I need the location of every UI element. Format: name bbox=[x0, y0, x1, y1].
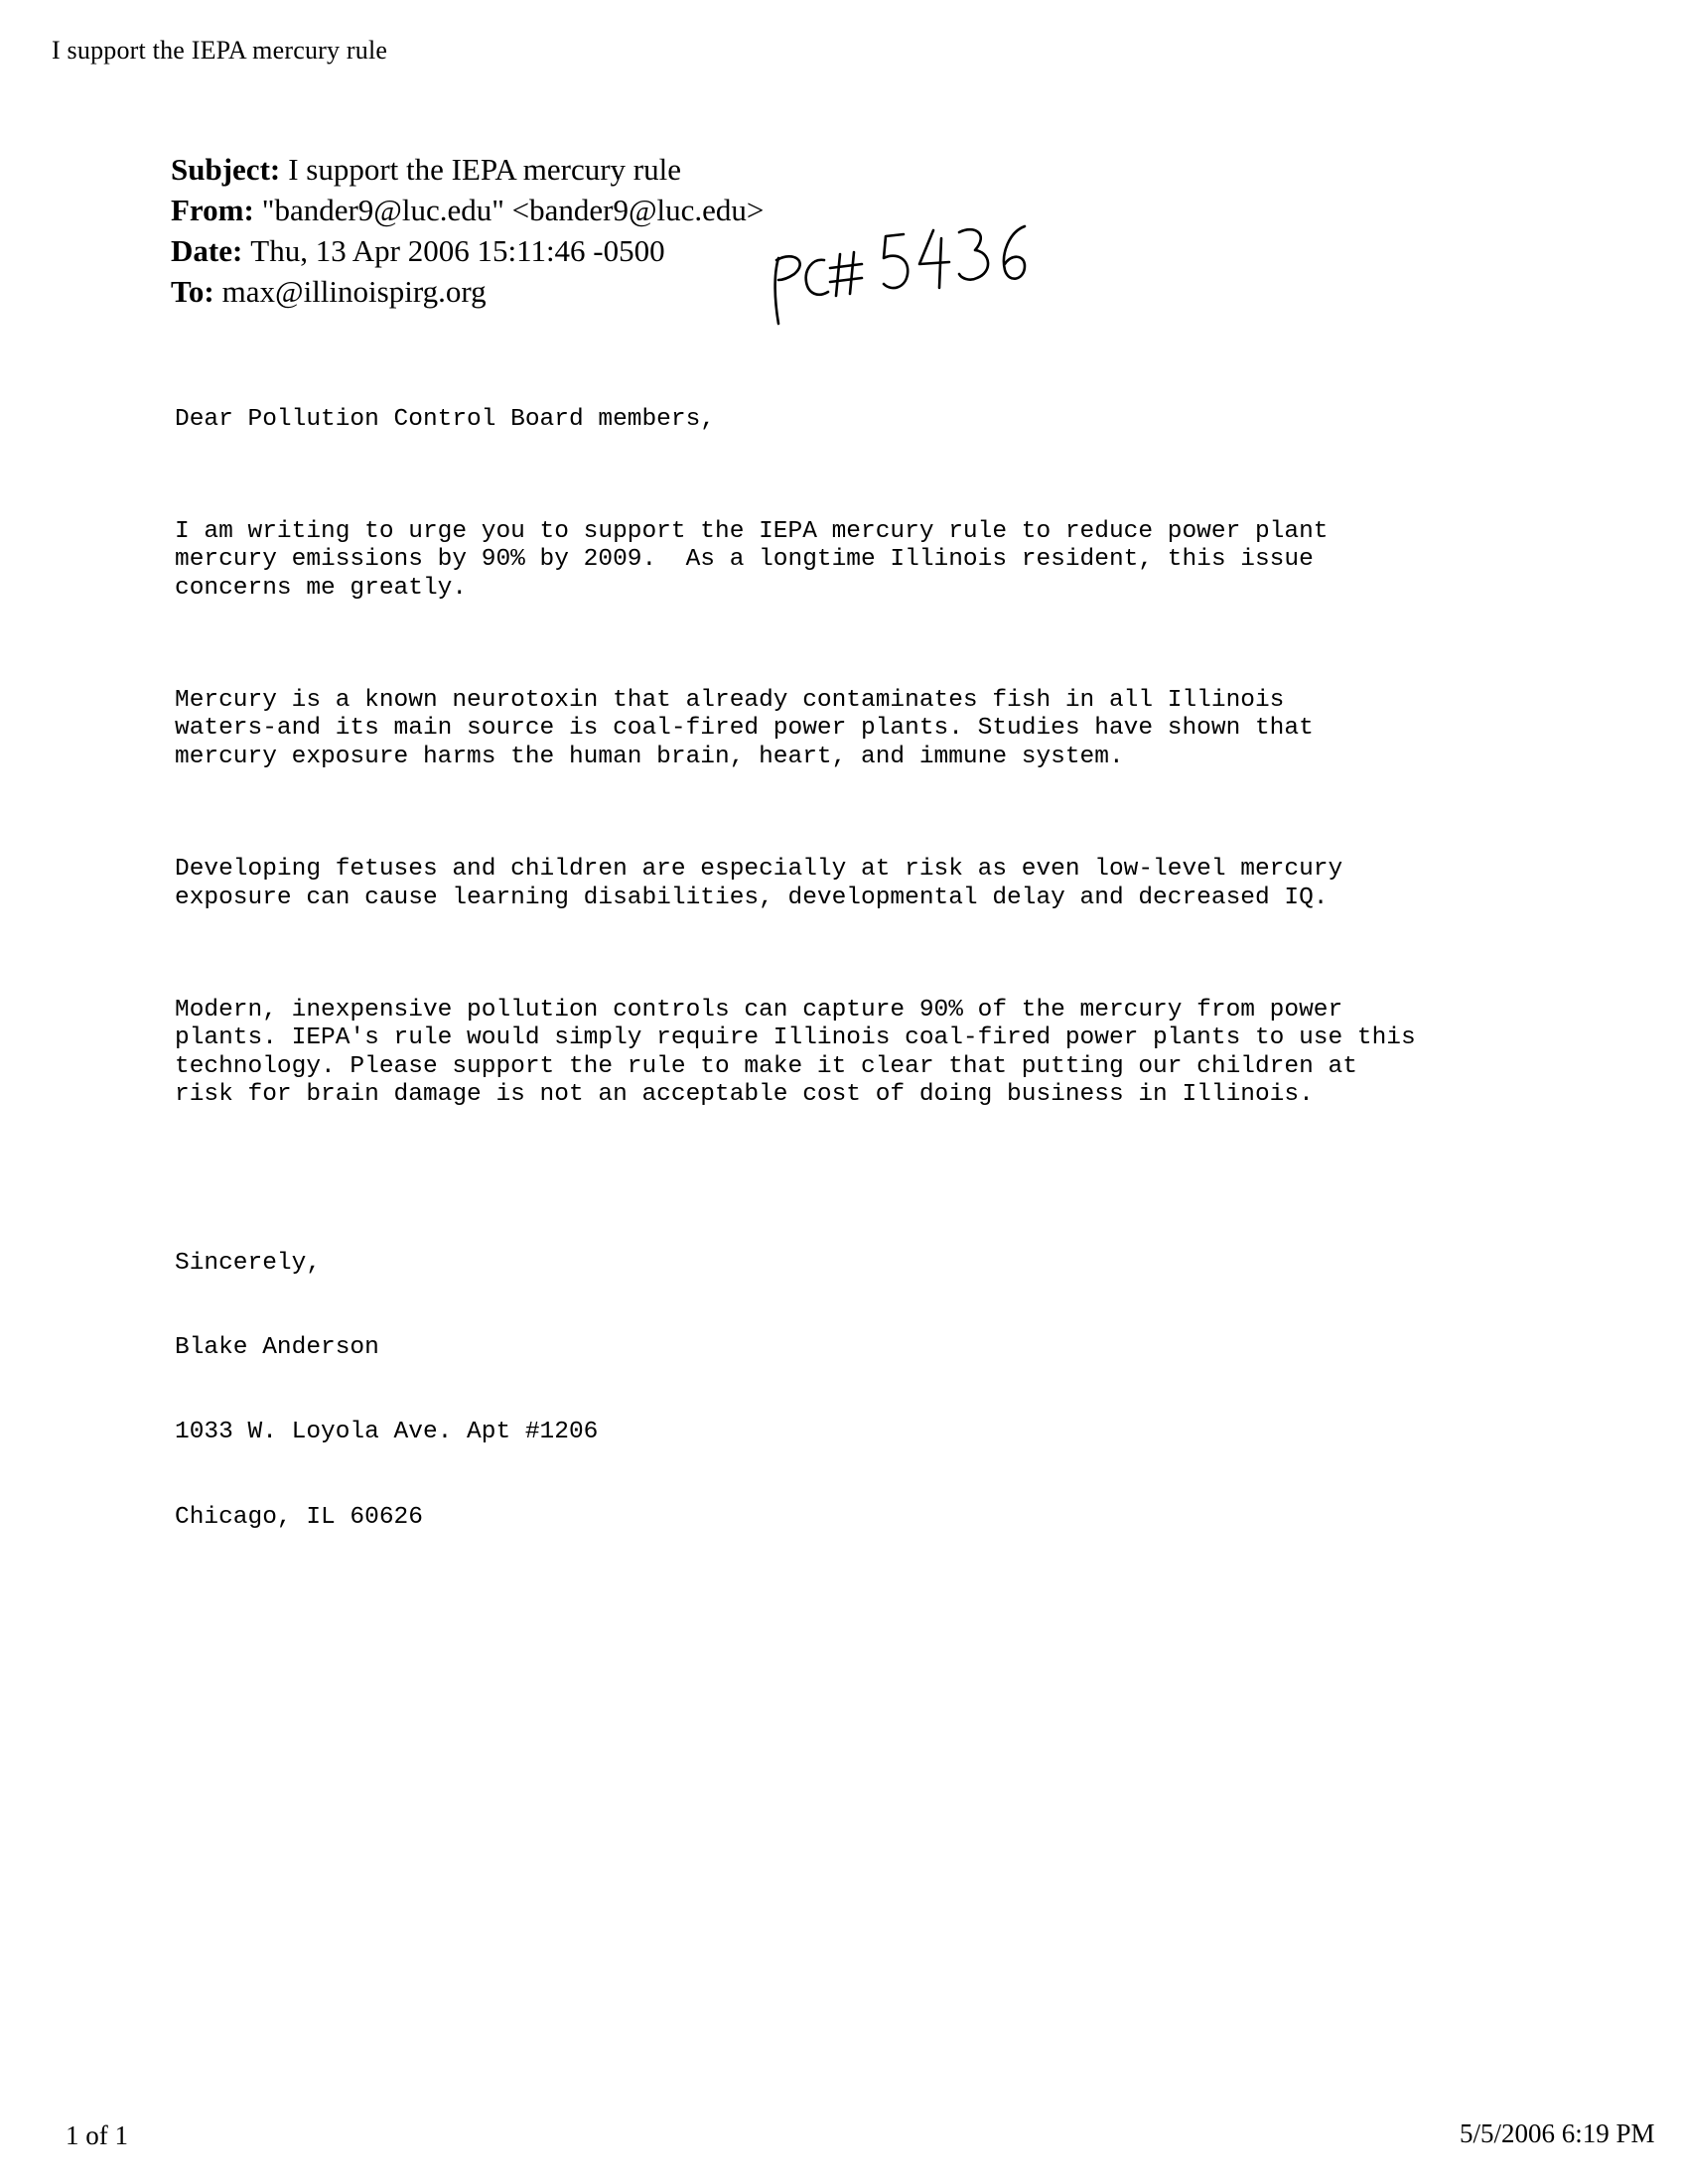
closing: Sincerely, bbox=[175, 1249, 322, 1277]
salutation: Dear Pollution Control Board members, bbox=[175, 405, 715, 433]
paragraph-4: Modern, inexpensive pollution controls can capture 90% of the mercury from power plants. IEPA's rule would simply require Illinois coal-fired power plants to use this technology. Please support the rule to make it clear that putting our children at risk for brain damage is not an acceptable cost of doing business in Illinois. bbox=[175, 996, 1416, 1108]
from-line bbox=[171, 190, 764, 230]
letter-body bbox=[175, 349, 1624, 1616]
address-line-1: 1033 W. Loyola Ave. Apt #1206 bbox=[175, 1419, 599, 1446]
email-headers bbox=[171, 149, 764, 312]
signature-block bbox=[175, 1193, 1624, 1588]
handwritten-stamp-drawing bbox=[765, 220, 1033, 330]
to-key: To: bbox=[171, 274, 214, 309]
paragraph-3: Developing fetuses and children are especially at risk as even low-level mercury exposure can cause learning disabilities, developmental delay and decreased IQ. bbox=[175, 856, 1343, 911]
page-header: I support the IEPA mercury rule bbox=[52, 36, 388, 65]
to-value: max@illinoispirg.org bbox=[221, 274, 487, 309]
address-line-2: Chicago, IL 60626 bbox=[175, 1503, 423, 1531]
to-line bbox=[171, 271, 764, 312]
from-value: "bander9@luc.edu" <bander9@luc.edu> bbox=[261, 193, 765, 227]
date-line bbox=[171, 230, 764, 271]
paragraph-1: I am writing to urge you to support the IEPA mercury rule to reduce power plant mercury emissions by 90% by 2009. As a longtime Illinois resident, this issue concerns me greatly. bbox=[175, 518, 1329, 602]
from-key: From: bbox=[171, 193, 254, 227]
date-value: Thu, 13 Apr 2006 15:11:46 -0500 bbox=[250, 233, 665, 268]
subject-value: I support the IEPA mercury rule bbox=[288, 152, 681, 187]
page-number: 1 of 1 bbox=[66, 2120, 128, 2150]
signature-name: Blake Anderson bbox=[175, 1334, 379, 1362]
handwritten-stamp bbox=[765, 220, 1033, 330]
printed-timestamp: 5/5/2006 6:19 PM bbox=[1460, 2118, 1655, 2148]
date-key: Date: bbox=[171, 233, 243, 268]
subject-key: Subject: bbox=[171, 152, 281, 187]
paragraph-2: Mercury is a known neurotoxin that already contaminates fish in all Illinois waters-and its main source is coal-fired power plants. Studies have shown that mercury exposure harms the human brain, heart, and immune system. bbox=[175, 687, 1314, 770]
subject-line bbox=[171, 149, 764, 190]
